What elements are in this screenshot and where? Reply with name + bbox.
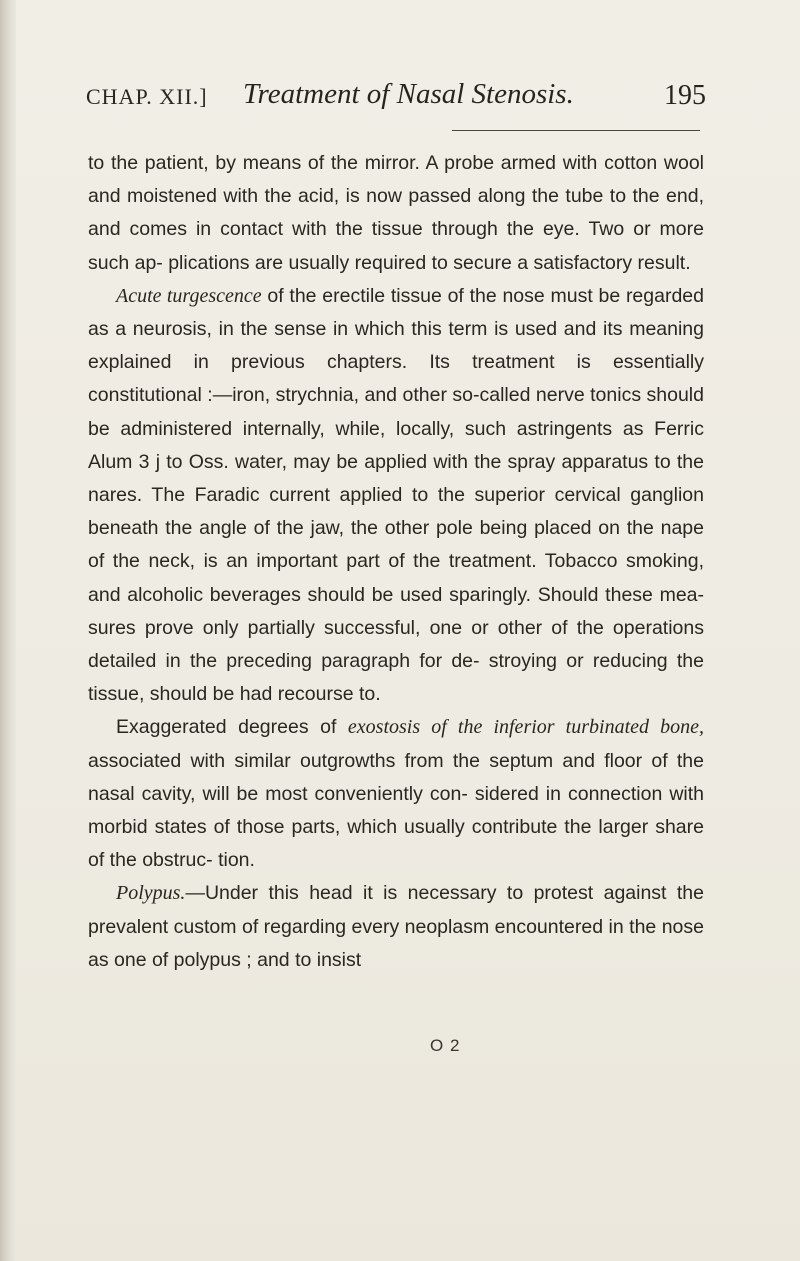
paragraph-text: to the patient, by means of the mirror. A probe armed with cotton wool and moistened with the acid, is now passed along the tube to the end, and comes in contact with the tissue through the eye. Two or more such ap- plications are usually required to secure a satisfactory result. <box>88 152 704 274</box>
paragraph-lead-italic: Acute turgescence <box>116 284 262 307</box>
header-rule <box>452 130 700 131</box>
paragraph <box>88 280 704 712</box>
paragraph-lead-italic: Polypus. <box>116 882 186 905</box>
chapter-running-head: CHAP. XII.] <box>86 84 208 109</box>
page-title: Treatment of Nasal Stenosis. <box>243 78 574 110</box>
paragraph-lead-italic: exostosis of the inferior turbinated bone, <box>347 716 704 739</box>
page-number: 195 <box>664 80 706 111</box>
page-binding-edge <box>0 0 16 1261</box>
paragraph-text: —Under this head it is necessary to protest against the prevalent custom of regarding every neoplasm encountered in the nose as one of polypus ; and to insist <box>88 882 704 971</box>
paragraph-text: of the erectile tissue of the nose must be regarded as a neurosis, in the sense in which this term is used and its meaning explained in previous chapters. Its treatment is essentially constitutional :—iron, strychnia, and other so-called nerve tonics should be administered internally, while, locally, such astringents as Ferric Alum 3 j to Oss. water, may be applied with the spray apparatus to the nares. The Faradic current applied to the superior cervical ganglion beneath the angle of the jaw, the other pole being placed on the nape of the neck, is an important part of the treatment. Tobacco smoking, and alcoholic beverages should be used sparingly. Should these mea- sures prove only partially successful, one or other of the operations detailed in the preceding paragraph for de- stroying or reducing the tissue, should be had recourse to. <box>88 284 704 706</box>
page-header <box>86 74 706 118</box>
paragraph-lead-plain: Exaggerated degrees of <box>116 716 348 739</box>
printer-signature-mark: O 2 <box>430 1036 461 1055</box>
paragraph <box>88 711 704 877</box>
body-text <box>88 147 704 977</box>
paragraph-text: associated with similar outgrowths from the septum and floor of the nasal cavity, will be most conveniently con- sidered in connection with morbid states of those parts, which usually contribute the larger share of the obstruc- tion. <box>88 749 704 872</box>
paragraph <box>88 147 704 280</box>
paragraph <box>88 877 704 977</box>
